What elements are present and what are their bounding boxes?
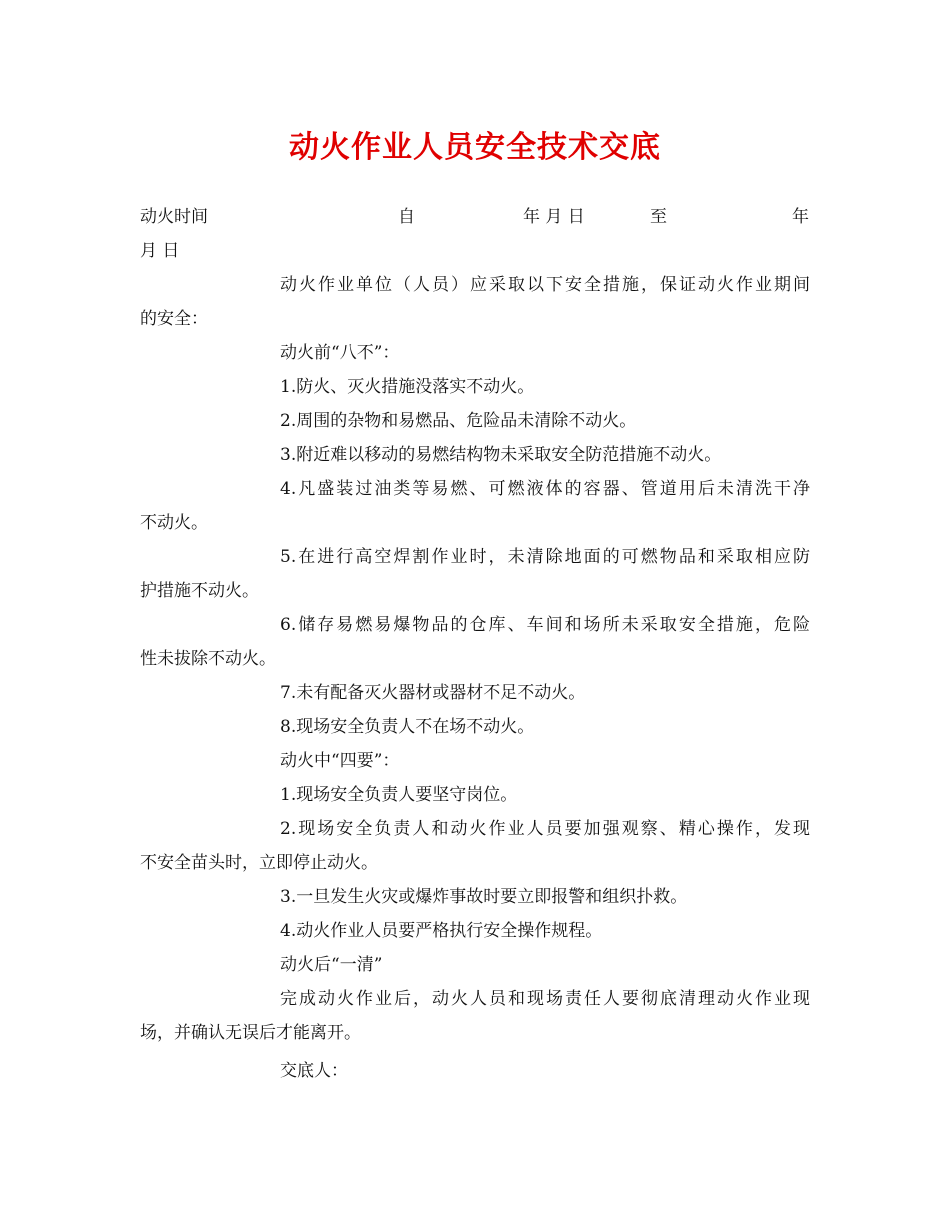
before-item: 3.附近难以移动的易燃结构物未采取安全防范措施不动火。 — [280, 445, 722, 465]
fire-time-start-date: 年 月 日 — [523, 207, 585, 227]
before-item: 5.在进行高空焊割作业时，未清除地面的可燃物品和采取相应防 — [280, 547, 810, 567]
during-heading: 动火中“四要”： — [280, 751, 400, 771]
fire-time-label: 动火时间 — [140, 207, 208, 227]
during-item: 3.一旦发生火灾或爆炸事故时要立即报警和组织扑救。 — [280, 887, 688, 907]
before-item: 7.未有配备灭火器材或器材不足不动火。 — [280, 683, 586, 703]
before-item: 2.周围的杂物和易燃品、危险品未清除不动火。 — [280, 411, 637, 431]
after-line: 完成动火作业后，动火人员和现场责任人要彻底清理动火作业现 — [280, 989, 810, 1009]
before-item: 4.凡盛装过油类等易燃、可燃液体的容器、管道用后未清洗干净 — [280, 479, 810, 499]
during-item: 2.现场安全负责人和动火作业人员要加强观察、精心操作，发现 — [280, 819, 810, 839]
document-title: 动火作业人员安全技术交底 — [289, 130, 661, 165]
during-item: 1.现场安全负责人要坚守岗位。 — [280, 785, 518, 805]
after-heading: 动火后“一清” — [280, 955, 383, 975]
handover-label: 交底人： — [280, 1061, 348, 1081]
fire-time-row — [140, 200, 810, 234]
before-item: 1.防火、灭火措施没落实不动火。 — [280, 377, 535, 397]
intro-line: 动火作业单位（人员）应采取以下安全措施，保证动火作业期间 — [280, 275, 810, 295]
fire-time-end-year: 年 — [792, 207, 809, 227]
intro-line: 的安全： — [140, 309, 208, 329]
document-body — [140, 200, 810, 1088]
before-item: 6.储存易燃易爆物品的仓库、车间和场所未采取安全措施，危险 — [280, 615, 810, 635]
fire-time-to: 至 — [650, 207, 667, 227]
before-item-continued: 护措施不动火。 — [140, 581, 259, 601]
before-item-continued: 不动火。 — [140, 513, 208, 533]
before-heading: 动火前“八不”： — [280, 343, 400, 363]
after-line: 场，并确认无误后才能离开。 — [140, 1023, 361, 1043]
during-item-continued: 不安全苗头时，立即停止动火。 — [140, 853, 378, 873]
fire-time-from: 自 — [398, 207, 415, 227]
before-item-continued: 性未拔除不动火。 — [140, 649, 276, 669]
before-item: 8.现场安全负责人不在场不动火。 — [280, 717, 535, 737]
fire-time-end-month-day: 月 日 — [140, 241, 180, 261]
during-item: 4.动火作业人员要严格执行安全操作规程。 — [280, 921, 603, 941]
